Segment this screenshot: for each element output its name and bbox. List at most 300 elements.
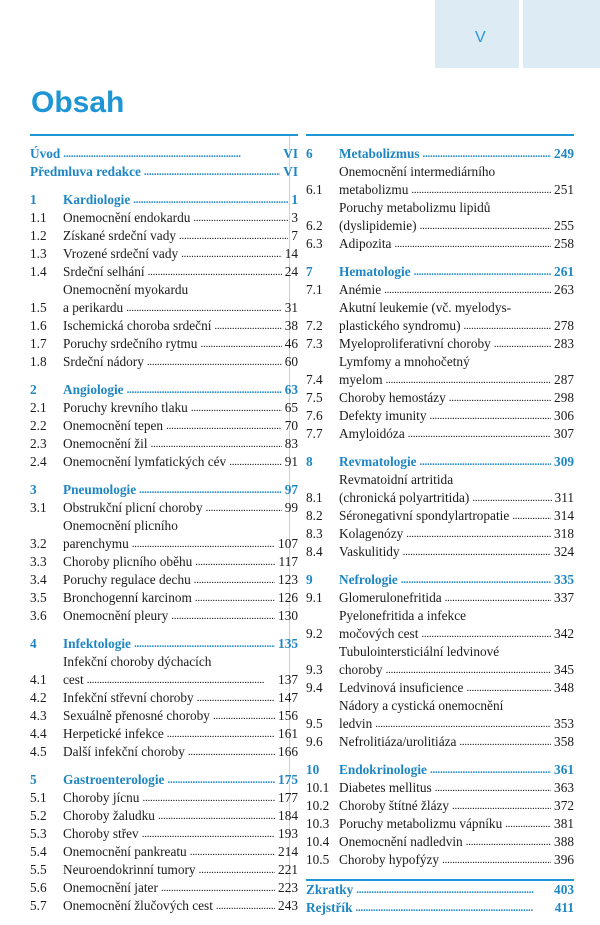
entry-title-line: Nádory a cystická onemocnění [339,698,504,713]
entry-title: Onemocnění pankreatu [63,844,187,859]
entry-page: 251 [554,182,574,197]
toc-entry[interactable] [306,407,574,425]
toc-entry[interactable] [306,389,574,407]
entry-body [63,191,298,209]
entry-page: 83 [284,436,298,451]
toc-entry[interactable] [306,525,574,543]
entry-title-line: Onemocnění plicního [63,518,178,533]
dot-leader [356,881,551,899]
entry-body [339,851,574,869]
entry-title: Hematologie [339,264,411,279]
dot-leader [213,707,275,725]
dot-leader [134,635,275,653]
entry-body [63,789,298,807]
entry-title-line-2 [339,625,574,643]
dot-leader [191,399,282,417]
entry-body [339,733,574,751]
entry-body [339,679,574,697]
back-matter-entry[interactable] [306,899,574,917]
dot-leader [139,481,282,499]
entry-title-line-2 [339,489,574,507]
entry-number: 6 [306,146,313,161]
entry-page: 381 [554,816,574,831]
entry-body [63,843,298,861]
entry-page: 283 [554,336,574,351]
entry-title-line: parenchymu [63,536,129,551]
entry-number: 1.5 [30,300,47,315]
dot-leader [193,209,288,227]
toc-entry[interactable] [30,607,298,625]
entry-page: 306 [554,408,574,423]
entry-title-line-2 [63,671,298,689]
dot-leader [206,499,282,517]
toc-left-column [30,134,298,925]
front-matter-entry[interactable] [30,145,298,163]
toc-entry[interactable] [30,843,298,861]
toc-entry[interactable] [306,851,574,869]
dot-leader [179,227,288,245]
dot-leader [166,417,282,435]
entry-number: 10.4 [306,834,330,849]
toc-entry[interactable] [30,879,298,897]
entry-title: Anémie [339,282,382,297]
chapter-heading[interactable] [306,145,574,163]
entry-body [63,725,298,743]
entry-title-line: metabolizmu [339,182,409,197]
dot-leader [148,263,282,281]
entry-number: 1.8 [30,354,47,369]
chapter-heading[interactable] [30,771,298,789]
toc-entry[interactable] [30,399,298,417]
entry-number: 9.1 [306,590,323,605]
toc-entry[interactable] [30,653,298,689]
toc-entry[interactable] [306,353,574,389]
entry-body [63,635,298,653]
toc-entry[interactable] [30,335,298,353]
dot-leader [194,571,275,589]
dot-leader [386,661,551,679]
dot-leader [408,425,551,443]
entry-body [63,317,298,335]
dot-leader [394,235,551,253]
toc-entry[interactable] [306,199,574,235]
entry-number: 4.2 [30,690,47,705]
entry-page: 348 [554,680,574,695]
dot-leader [505,815,551,833]
entry-number: 3.2 [30,536,47,551]
entry-body [339,353,574,389]
entry-number: 3.5 [30,590,47,605]
toc-entry[interactable] [30,825,298,843]
chapter-heading[interactable] [306,761,574,779]
page-numeral: V [475,29,486,46]
entry-title: Onemocnění lymfatických cév [63,454,227,469]
entry-page: 177 [278,790,298,805]
entry-body [63,707,298,725]
toc-entry[interactable] [306,235,574,253]
dot-leader [494,335,551,353]
dot-leader [472,489,551,507]
dot-leader [158,807,275,825]
entry-title-line-2 [339,217,574,235]
toc-entry[interactable] [30,743,298,761]
toc-entry[interactable] [30,807,298,825]
page-title: Obsah [31,86,125,119]
dot-leader [423,145,552,163]
toc-entry[interactable] [306,779,574,797]
toc-entry[interactable] [306,507,574,525]
toc-entry[interactable] [30,517,298,553]
toc-entry[interactable] [306,163,574,199]
entry-page: 318 [554,526,574,541]
entry-page: 135 [278,636,298,651]
dot-leader [464,317,552,335]
entry-page: 166 [278,744,298,759]
entry-title-line: Tubulointersticiální ledvinové [339,644,500,659]
entry-body [63,435,298,453]
entry-number: 2.4 [30,454,47,469]
toc-entry[interactable] [30,789,298,807]
entry-body [339,471,574,507]
toc-entry[interactable] [306,733,574,751]
entry-title-line: Lymfomy a mnohočetný [339,354,470,369]
entry-number: 3.6 [30,608,47,623]
entry-page: 358 [554,734,574,749]
entry-number: 10.5 [306,852,330,867]
entry-number: 7.5 [306,390,323,405]
entry-title: Choroby hypofýzy [339,852,440,867]
entry-title: Srdeční selhání [63,264,145,279]
entry-page: 65 [284,400,298,415]
entry-number: 2.2 [30,418,47,433]
toc-entry[interactable] [30,453,298,471]
dot-leader [195,553,275,571]
entry-title: Získané srdeční vady [63,228,176,243]
entry-number: 7 [306,264,313,279]
entry-title-line-2 [63,299,298,317]
header-divider [519,0,523,68]
entry-body [339,425,574,443]
entry-number: 9.5 [306,716,323,731]
entry-body [63,245,298,263]
entry-body [63,281,298,317]
entry-body [339,833,574,851]
toc-entry[interactable] [30,353,298,371]
entry-title: Angiologie [63,382,124,397]
entry-title: Metabolizmus [339,146,420,161]
entry-number: 7.6 [306,408,323,423]
entry-title: Onemocnění tepen [63,418,164,433]
entry-title-line: choroby [339,662,383,677]
toc-entry[interactable] [306,471,574,507]
entry-title-line: Onemocnění myokardu [63,282,189,297]
dot-leader [167,771,275,789]
entry-title-line-2 [339,181,574,199]
toc-entry[interactable] [306,335,574,353]
entry-number: 7.4 [306,372,323,387]
chapter-heading[interactable] [30,635,298,653]
entry-number: 5.3 [30,826,47,841]
toc-entry[interactable] [306,697,574,733]
dot-leader [229,453,282,471]
entry-title: Onemocnění nadledvin [339,834,463,849]
entry-title: Kolagenózy [339,526,404,541]
entry-title: Choroby štítné žlázy [339,798,450,813]
chapter-heading[interactable] [30,381,298,399]
entry-title: Vaskulitidy [339,544,400,559]
toc-entry[interactable] [306,815,574,833]
entry-page: 255 [554,218,574,233]
entry-page: 243 [278,898,298,913]
entry-title: Onemocnění pleury [63,608,169,623]
toc-entry[interactable] [306,589,574,607]
entry-body [63,227,298,245]
entry-title: Poruchy srdečního rytmu [63,336,198,351]
entry-page: 38 [284,318,298,333]
toc-entry[interactable] [306,679,574,697]
entry-body [339,263,574,281]
toc-entry[interactable] [30,861,298,879]
entry-title: Infektologie [63,636,131,651]
entry-body [339,335,574,353]
entry-title: Diabetes mellitus [339,780,432,795]
entry-title-line: ledvin [339,716,373,731]
dot-leader [442,851,551,869]
entry-title: Neuroendokrinní tumory [63,862,196,877]
entry-title-line: Poruchy metabolizmu lipidů [339,200,491,215]
dot-leader [466,679,551,697]
toc-entry[interactable] [30,263,298,281]
toc-entry[interactable] [30,281,298,317]
entry-title: Obstrukční plicní choroby [63,500,203,515]
entry-body [339,199,574,235]
entry-body [63,607,298,625]
entry-body [30,145,298,163]
entry-body [339,815,574,833]
entry-page: 107 [278,536,298,551]
entry-number: 5.7 [30,898,47,913]
right-sections [306,145,574,869]
entry-page: 342 [554,626,574,641]
toc-entry[interactable] [30,589,298,607]
chapter-heading[interactable] [306,453,574,471]
entry-page: 91 [284,454,298,469]
toc-entry[interactable] [306,299,574,335]
toc-entry[interactable] [30,707,298,725]
top-rule-right [306,134,574,136]
entry-title: Onemocnění endokardu [63,210,191,225]
toc-entry[interactable] [30,689,298,707]
entry-title-line: (chronická polyartritida) [339,490,470,505]
dot-leader [127,381,282,399]
entry-title: Poruchy regulace dechu [63,572,191,587]
dot-leader [144,163,280,181]
entry-body [339,389,574,407]
entry-page: 403 [554,882,574,897]
entry-number: 1.2 [30,228,47,243]
entry-page: 63 [284,382,298,397]
entry-body [63,209,298,227]
toc-entry[interactable] [30,245,298,263]
entry-body [306,881,574,899]
entry-title: Choroby střev [63,826,139,841]
entry-title: Ledvinová insuficience [339,680,464,695]
entry-title-line: myelom [339,372,383,387]
dot-leader [414,263,551,281]
entry-body [63,589,298,607]
entry-title-line: Revmatoidní artritida [339,472,454,487]
dot-leader [421,625,551,643]
toc-entry[interactable] [306,833,574,851]
dot-leader [420,453,552,471]
entry-page: 97 [284,482,298,497]
entry-body [63,653,298,689]
dot-leader [200,335,281,353]
entry-body [339,797,574,815]
entry-title: Infekční střevní choroby [63,690,194,705]
toc-section [30,771,298,915]
entry-title: Choroby hemostázy [339,390,446,405]
entry-number: 6.3 [306,236,323,251]
entry-page: 278 [554,318,574,333]
entry-number: 1.3 [30,246,47,261]
toc-entry[interactable] [30,209,298,227]
dot-leader [216,897,275,915]
front-matter-entry[interactable] [30,163,298,181]
entry-body [339,163,574,199]
dot-leader [142,825,275,843]
entry-title-line-2 [63,535,298,553]
entry-page: 60 [284,354,298,369]
entry-number: 3 [30,482,37,497]
entry-page: 223 [278,880,298,895]
entry-page: 287 [554,372,574,387]
toc-entry[interactable] [306,607,574,643]
entry-title: Endokrinologie [339,762,427,777]
entry-page: 214 [278,844,298,859]
entry-body [339,507,574,525]
chapter-heading[interactable] [30,481,298,499]
toc-entry[interactable] [306,797,574,815]
dot-leader [151,435,282,453]
dot-leader [147,353,282,371]
entry-number: 8.2 [306,508,323,523]
toc-entry[interactable] [306,425,574,443]
entry-title: Onemocnění žil [63,436,148,451]
entry-title-line: Akutní leukemie (vč. myelodys- [339,300,512,315]
entry-title-line-2 [339,371,574,389]
entry-number: 8.1 [306,490,323,505]
dot-leader [197,689,275,707]
toc-entry[interactable] [30,435,298,453]
entry-title: Defekty imunity [339,408,427,423]
toc-entry[interactable] [30,553,298,571]
entry-body [30,163,298,181]
left-sections [30,191,298,915]
toc-entry[interactable] [30,227,298,245]
entry-page: 130 [278,608,298,623]
entry-number: 8 [306,454,313,469]
entry-page: 311 [554,490,574,505]
dot-leader [430,761,551,779]
entry-number: 4.4 [30,726,47,741]
toc-entry[interactable] [30,417,298,435]
entry-body [63,399,298,417]
entry-title: Revmatologie [339,454,417,469]
entry-number: 1 [30,192,37,207]
back-matter [306,881,574,917]
back-matter-entry[interactable] [306,881,574,899]
dot-leader [449,389,551,407]
entry-number: 9.6 [306,734,323,749]
entry-body [339,607,574,643]
entry-body [339,643,574,679]
entry-page: 123 [278,572,298,587]
toc-entry[interactable] [30,499,298,517]
entry-number: 9.4 [306,680,323,695]
entry-page: 263 [554,282,574,297]
entry-page: 70 [284,418,298,433]
entry-number: 1.6 [30,318,47,333]
toc-entry[interactable] [30,317,298,335]
entry-number: 1.7 [30,336,47,351]
entry-title: Nefrolitiáza/urolitiáza [339,734,457,749]
entry-number: 9.3 [306,662,323,677]
entry-title-line: Pyelonefritida a infekce [339,608,467,623]
entry-title: Poruchy metabolizmu vápníku [339,816,503,831]
toc-entry[interactable] [30,725,298,743]
entry-title-line: (dyslipidemie) [339,218,417,233]
entry-page: 307 [554,426,574,441]
entry-number: 1.4 [30,264,47,279]
entry-body [63,517,298,553]
dot-leader [167,725,275,743]
entry-number: 5.5 [30,862,47,877]
dot-leader [420,217,551,235]
entry-title: Sexuálně přenosné choroby [63,708,210,723]
entry-page: 7 [291,228,298,243]
entry-title: Poruchy krevního tlaku [63,400,188,415]
entry-title: Glomerulonefritida [339,590,442,605]
entry-title: Kardiologie [63,192,131,207]
toc-entry[interactable] [306,643,574,679]
entry-number: 5.1 [30,790,47,805]
entry-body [339,407,574,425]
toc-entry[interactable] [306,543,574,561]
entry-page: 221 [278,862,298,877]
toc-entry[interactable] [306,281,574,299]
entry-title: Onemocnění žlučových cest [63,898,213,913]
dot-leader [190,843,275,861]
entry-body [339,145,574,163]
dot-leader [466,833,551,851]
entry-page: 175 [278,772,298,787]
toc-entry[interactable] [30,571,298,589]
entry-number: 4.1 [30,672,47,687]
dot-leader [445,589,551,607]
toc-entry[interactable] [30,897,298,915]
chapter-heading[interactable] [306,263,574,281]
entry-number: 5 [30,772,37,787]
entry-number: 10.3 [306,816,330,831]
entry-body [63,481,298,499]
dot-leader [401,571,551,589]
chapter-heading[interactable] [30,191,298,209]
entry-number: 4.5 [30,744,47,759]
chapter-heading[interactable] [306,571,574,589]
dot-leader [132,535,275,553]
entry-title-line-2 [339,317,574,335]
